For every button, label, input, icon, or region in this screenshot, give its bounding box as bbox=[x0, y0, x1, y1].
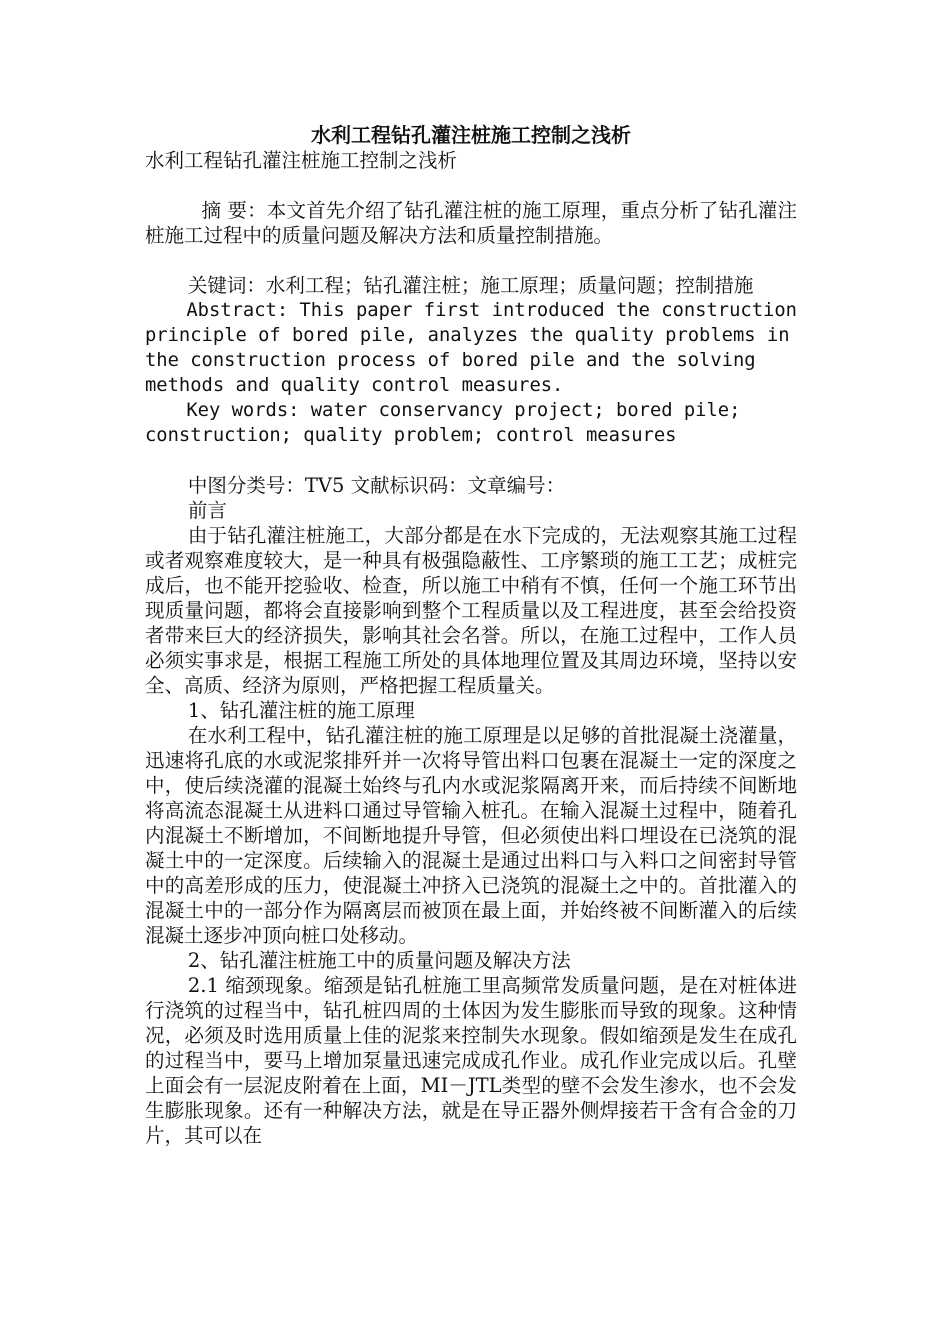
abstract-cn: 摘 要：本文首先介绍了钻孔灌注桩的施工原理，重点分析了钻孔灌注桩施工过程中的质量问题及解决方法和质量控制措施。 bbox=[145, 199, 797, 247]
keywords-en: Key words: water conservancy project; bored pile; construction; quality problem; control measures bbox=[145, 400, 741, 446]
spacer bbox=[145, 173, 797, 198]
preface-paragraph: 由于钻孔灌注桩施工，大部分都是在水下完成的，无法观察其施工过程或者观察难度较大，是一种具有极强隐蔽性、工序繁琐的施工工艺；成桩完成后，也不能开挖验收、检查，所以施工中稍有不慎，任何一个施工环节出现质量问题，都将会直接影响到整个工程质量以及工程进度，甚至会给投资者带来巨大的经济损失，影响其社会名誉。所以，在施工过程中，工作人员必须实事求是，根据工程施工所处的具体地理位置及其周边环境，坚持以安全、高质、经济为原则，严格把握工程质量关。 bbox=[145, 524, 797, 697]
preface-heading: 前言 bbox=[187, 499, 227, 522]
spacer bbox=[145, 448, 797, 473]
section-2-1-paragraph: 2.1 缩颈现象。缩颈是钻孔桩施工里高频常发质量问题，是在对桩体进行浇筑的过程当中，钻孔桩四周的土体因为发生膨胀而导致的现象。这种情况，必须及时选用质量上佳的泥浆来控制失水现象。假如缩颈是发生在成孔的过程当中，要马上增加泵量迅速完成成孔作业。成孔作业完成以后。孔壁上面会有一层泥皮附着在上面，MI－JTL类型的壁不会发生渗水，也不会发生膨胀现象。还有一种解决方法，就是在导正器外侧焊接若干含有合金的刀片，其可以在 bbox=[145, 974, 797, 1147]
document-body bbox=[145, 122, 797, 1148]
section-1-heading: 1、钻孔灌注桩的施工原理 bbox=[187, 699, 415, 722]
section-1-paragraph: 在水利工程中，钻孔灌注桩的施工原理是以足够的首批混凝土浇灌量，迅速将孔底的水或泥浆排歼并一次将导管出料口包裹在混凝土一定的深度之中，使后续浇灌的混凝土始终与孔内水或泥浆隔离开来，而后持续不间断地将高流态混凝土从进料口通过导管输入桩孔。在输入混凝土过程中，随着孔内混凝土不断增加，不间断地提升导管，但必须使出料口埋设在已浇筑的混凝土中的一定深度。后续输入的混凝土是通过出料口与入料口之间密封导管中的高差形成的压力，使混凝土冲挤入已浇筑的混凝土之中的。首批灌入的混凝土中的一部分作为隔离层而被顶在最上面，并始终被不间断灌入的后续混凝土逐步冲顶向桩口处移动。 bbox=[145, 724, 797, 947]
spacer bbox=[145, 248, 797, 273]
section-2-heading: 2、钻孔灌注桩施工中的质量问题及解决方法 bbox=[187, 949, 571, 972]
abstract-en: Abstract: This paper first introduced the construction principle of bored pile, analyzes the quality problems in the construction process of bored pile and the solving methods and quality control measures. bbox=[145, 300, 797, 396]
document-subtitle: 水利工程钻孔灌注桩施工控制之浅析 bbox=[145, 149, 458, 172]
classification-line: 中图分类号：TV5 文献标识码：文章编号： bbox=[187, 474, 566, 497]
document-title: 水利工程钻孔灌注桩施工控制之浅析 bbox=[311, 123, 631, 147]
keywords-cn: 关键词：水利工程；钻孔灌注桩；施工原理；质量问题；控制措施 bbox=[187, 274, 754, 297]
